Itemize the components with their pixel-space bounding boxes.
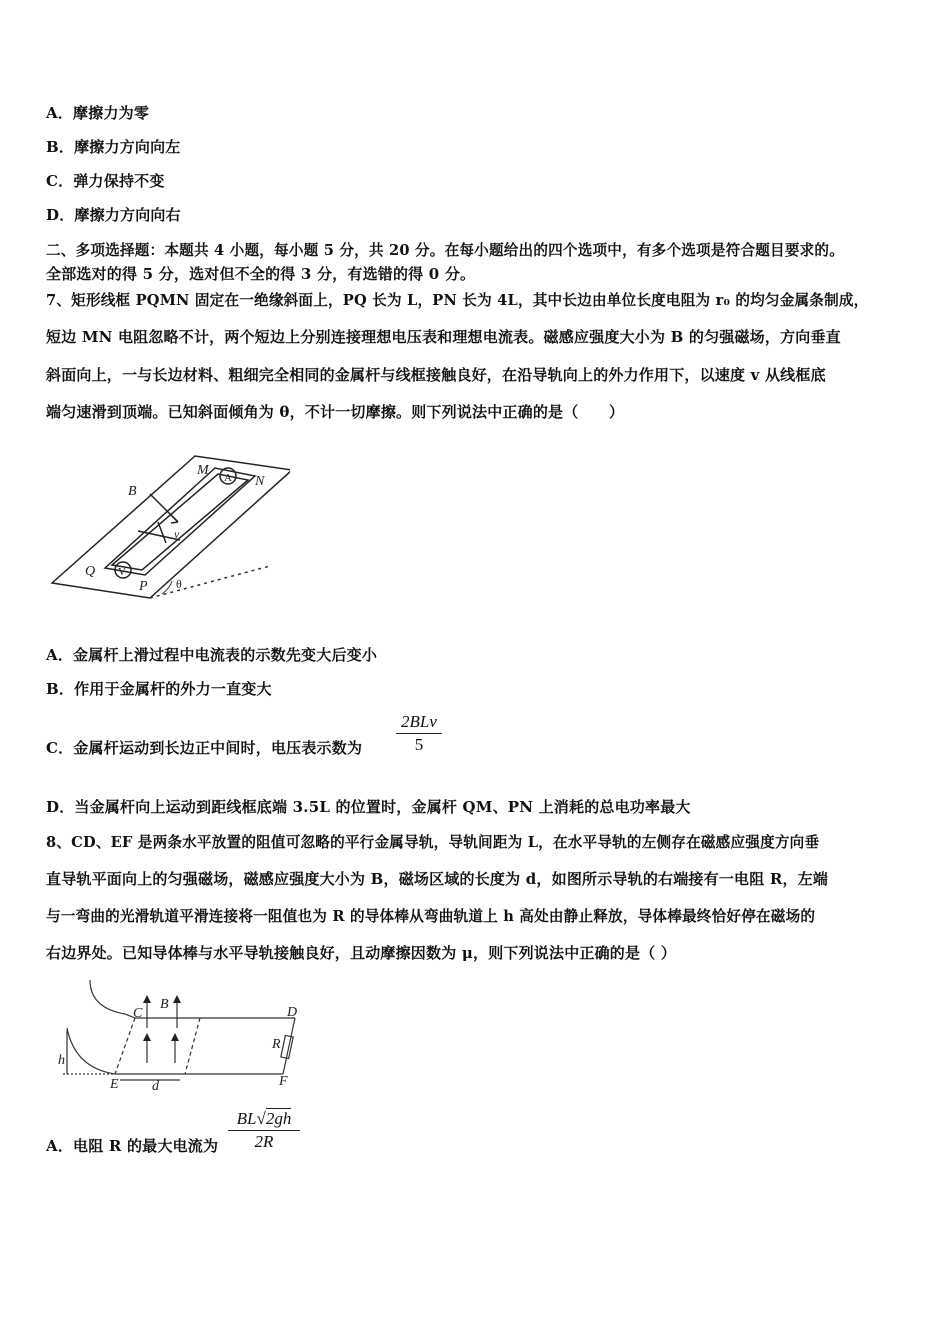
q8-option-a: A．电阻 R 的最大电流为 xyxy=(46,1137,219,1155)
curved-track-lower xyxy=(67,1028,115,1074)
label-f: F xyxy=(279,1074,288,1089)
label-c: C xyxy=(133,1006,143,1021)
label-r: R xyxy=(272,1037,281,1052)
q8-rail-figure xyxy=(55,978,305,1093)
label-ammeter-a: A xyxy=(224,472,232,484)
label-h: h xyxy=(58,1053,65,1068)
label-p: P xyxy=(139,579,148,594)
q7-stem-line3: 斜面向上，一与长边材料、粗细完全相同的金属杆与线框接触良好，在沿导轨向上的外力作用下，以速度 v 从线框底 xyxy=(46,366,826,384)
label-m: M xyxy=(197,463,209,478)
numerator-radicand: 2gh xyxy=(265,1109,292,1128)
fraction-numerator xyxy=(228,1109,300,1129)
sqrt-symbol: √ xyxy=(256,1109,266,1128)
fraction-denominator: 2R xyxy=(254,1132,274,1151)
q7-option-d: D．当金属杆向上运动到距线框底端 3.5L 的位置时，金属杆 QM、PN 上消耗的总电功率最大 xyxy=(46,798,691,816)
option-c: C．弹力保持不变 xyxy=(46,172,165,190)
q7-option-b: B．作用于金属杆的外力一直变大 xyxy=(46,680,272,698)
label-theta: θ xyxy=(176,577,182,591)
label-v: v xyxy=(174,527,180,541)
label-q: Q xyxy=(85,564,96,579)
fraction-denominator: 5 xyxy=(414,735,424,754)
label-n: N xyxy=(255,474,265,489)
q8-stem-line2: 直导轨平面向上的匀强磁场，磁感应强度大小为 B，磁场区域的长度为 d，如图所示导轨的右端接有一电阻 R，左端 xyxy=(46,870,829,888)
q8-stem-line3: 与一弯曲的光滑轨道平滑连接将一阻值也为 R 的导体棒从弯曲轨道上 h 高处由静止释放，导体棒最终恰好停在磁场的 xyxy=(46,908,816,925)
rail-right-end xyxy=(283,1018,295,1074)
q7-option-c: C．金属杆运动到长边正中间时，电压表示数为 xyxy=(46,739,363,757)
q7-option-c-fraction xyxy=(396,712,442,755)
q8-stem-line1: 8、CD、EF 是两条水平放置的阻值可忽略的平行金属导轨，导轨间距为 L，在水平导轨的左侧存在磁感应强度方向垂 xyxy=(46,834,820,851)
q7-stem-line1: 7、矩形线框 PQMN 固定在一绝缘斜面上，PQ 长为 L，PN 长为 4L，其中长边由单位长度电阻为 r₀ 的均匀金属条制成， xyxy=(46,292,869,309)
fraction-numerator: 2BLv xyxy=(401,712,437,731)
option-b: B．摩擦力方向向左 xyxy=(46,138,181,156)
curved-track-upper xyxy=(90,980,135,1018)
label-b: B xyxy=(160,997,169,1012)
option-a: A．摩擦力为零 xyxy=(46,104,150,122)
q7-incline-figure xyxy=(50,448,290,608)
field-right-boundary xyxy=(185,1018,200,1074)
numerator-bl: BL xyxy=(236,1109,257,1128)
q8-option-a-fraction xyxy=(228,1109,300,1152)
field-left-boundary xyxy=(115,1018,135,1074)
label-d: D xyxy=(287,1005,298,1020)
option-d: D．摩擦力方向向右 xyxy=(46,206,181,224)
label-e: E xyxy=(110,1077,119,1092)
label-d-length: d xyxy=(152,1079,159,1093)
q7-stem-line2: 短边 MN 电阻忽略不计，两个短边上分别连接理想电压表和理想电流表。磁感应强度大小为 B 的匀强磁场，方向垂直 xyxy=(46,328,841,346)
q7-option-a: A．金属杆上滑过程中电流表的示数先变大后变小 xyxy=(46,646,378,664)
q8-stem-line4: 右边界处。已知导体棒与水平导轨接触良好，且动摩擦因数为 μ，则下列说法中正确的是（ ） xyxy=(46,944,677,962)
section-heading-line2: 全部选对的得 5 分，选对但不全的得 3 分，有选错的得 0 分。 xyxy=(46,265,476,283)
section-heading-line1: 二、多项选择题：本题共 4 小题，每小题 5 分，共 20 分。在每小题给出的四个选项中，有多个选项是符合题目要求的。 xyxy=(46,242,844,259)
velocity-arrow xyxy=(158,522,166,543)
q7-stem-line4: 端匀速滑到顶端。已知斜面倾角为 θ，不计一切摩擦。则下列说法中正确的是（ ） xyxy=(46,403,625,421)
label-b: B xyxy=(128,484,137,499)
label-voltmeter-v: V xyxy=(118,566,126,578)
